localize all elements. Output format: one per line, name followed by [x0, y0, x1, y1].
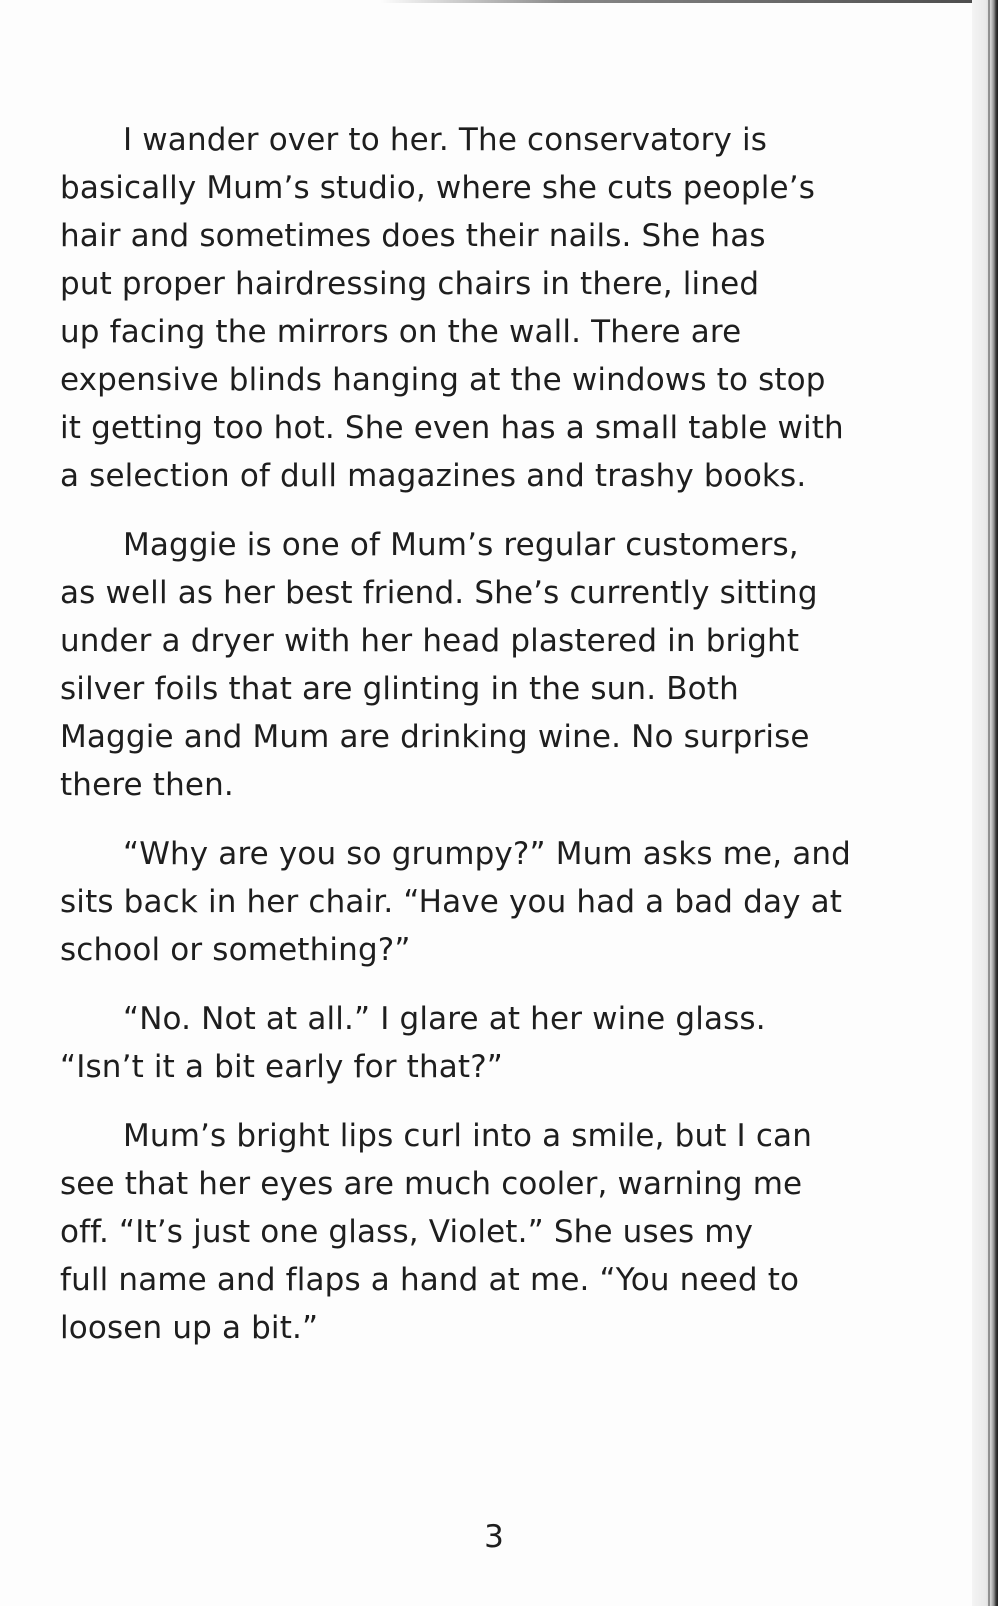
text-line: school or something?”: [60, 932, 411, 968]
text-line: it getting too hot. She even has a small table with: [60, 410, 844, 446]
text-line: basically Mum’s studio, where she cuts people’s: [60, 170, 816, 206]
text-line: expensive blinds hanging at the windows to stop: [60, 362, 826, 398]
text-line: as well as her best friend. She’s currently sitting: [60, 575, 818, 611]
text-line: Maggie is one of Mum’s regular customers,: [123, 527, 799, 563]
text-line: a selection of dull magazines and trashy books.: [60, 458, 807, 494]
text-line: “No. Not at all.” I glare at her wine glass.: [123, 1001, 766, 1037]
text-line: full name and flaps a hand at me. “You need to: [60, 1262, 800, 1298]
text-line: loosen up a bit.”: [60, 1310, 319, 1346]
text-line: under a dryer with her head plastered in bright: [60, 623, 800, 659]
text-line: sits back in her chair. “Have you had a bad day at: [60, 884, 843, 920]
text-line: “Isn’t it a bit early for that?”: [60, 1049, 504, 1085]
text-line: “Why are you so grumpy?” Mum asks me, and: [123, 836, 851, 872]
text-line: silver foils that are glinting in the sun. Both: [60, 671, 739, 707]
text-line: I wander over to her. The conservatory is: [123, 122, 768, 158]
text-line: Maggie and Mum are drinking wine. No surprise: [60, 719, 810, 755]
paragraph: [60, 995, 950, 1091]
text-line: see that her eyes are much cooler, warning me: [60, 1166, 803, 1202]
text-line: up facing the mirrors on the wall. There are: [60, 314, 742, 350]
text-line: off. “It’s just one glass, Violet.” She uses my: [60, 1214, 754, 1250]
page-right-edge-shadow: [972, 0, 998, 1606]
page-binding-line: [988, 0, 990, 1606]
paragraph: [60, 521, 950, 809]
paragraph: [60, 1112, 950, 1352]
paragraph: [60, 116, 950, 500]
text-line: put proper hairdressing chairs in there, lined: [60, 266, 760, 302]
text-line: there then.: [60, 767, 234, 803]
body-text: [60, 116, 950, 1373]
text-line: Mum’s bright lips curl into a smile, but I can: [123, 1118, 812, 1154]
page-number: 3: [484, 1519, 504, 1555]
paragraph: [60, 830, 950, 974]
text-line: hair and sometimes does their nails. She has: [60, 218, 766, 254]
page-top-shadow: [380, 0, 998, 3]
